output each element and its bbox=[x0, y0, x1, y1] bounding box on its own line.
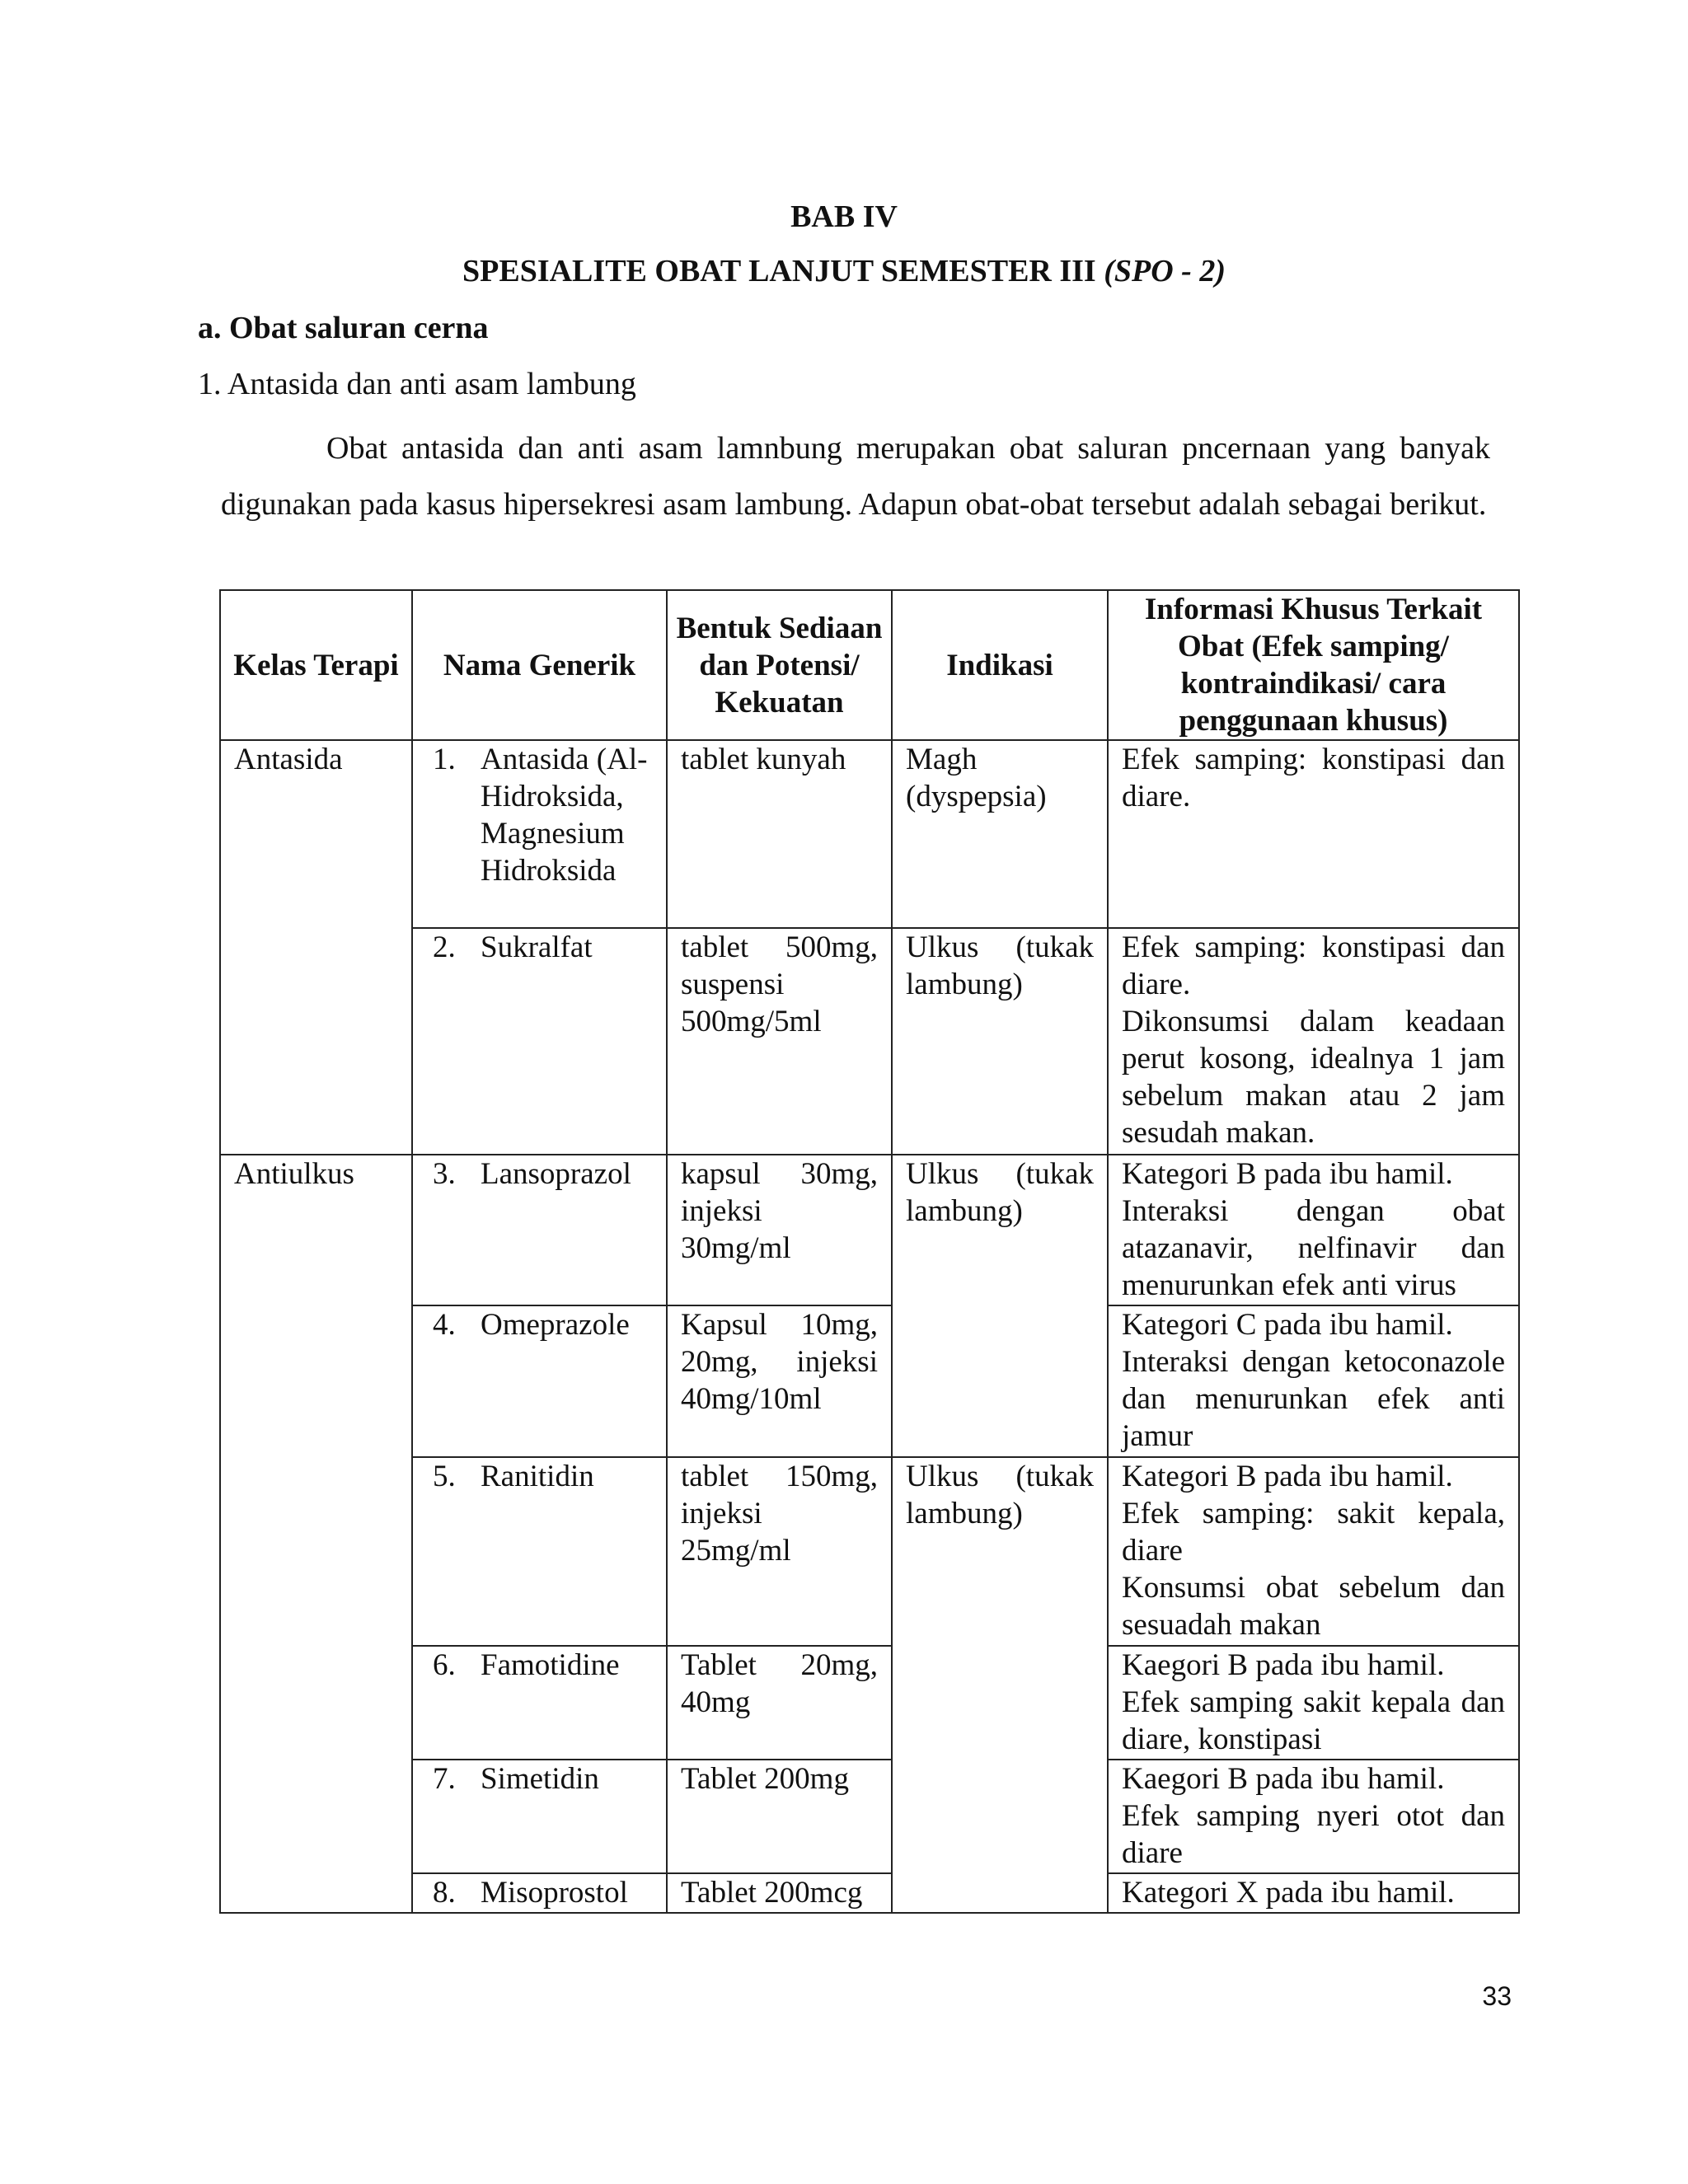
row-number: 6. bbox=[433, 1648, 456, 1682]
section-title: a. Obat saluran cerna bbox=[198, 311, 489, 345]
form-cell: Tablet 200mcg bbox=[667, 1873, 892, 1913]
header-indikasi: Indikasi bbox=[892, 590, 1108, 740]
row-number: 1. bbox=[433, 743, 456, 776]
header-bentuk-sediaan: Bentuk Sediaan dan Potensi/ Kekuatan bbox=[667, 590, 892, 740]
subsection-title: 1. Antasida dan anti asam lambung bbox=[198, 367, 636, 401]
info-cell: Kategori B pada ibu hamil. Efek samping: sakit kepala, diare Konsumsi obat sebelum dan sesuadah makan bbox=[1108, 1457, 1519, 1646]
indication-cell: Ulkus (tukak lambung) bbox=[892, 1155, 1108, 1457]
row-number: 3. bbox=[433, 1157, 456, 1191]
info-cell: Efek samping: konstipasi dan diare. bbox=[1108, 740, 1519, 928]
indication-cell: Magh (dyspepsia) bbox=[892, 740, 1108, 928]
generic-cell bbox=[412, 1760, 667, 1873]
chapter-title-main: SPESIALITE OBAT LANJUT SEMESTER III bbox=[462, 254, 1096, 288]
table-row bbox=[220, 740, 1519, 928]
row-number: 4. bbox=[433, 1308, 456, 1342]
table-row bbox=[220, 928, 1519, 1155]
generic-cell bbox=[412, 928, 667, 1155]
info-cell: Kaegori B pada ibu hamil. Efek samping sakit kepala dan diare, konstipasi bbox=[1108, 1646, 1519, 1760]
generic-name: Omeprazole bbox=[481, 1308, 630, 1342]
intro-paragraph: Obat antasida dan anti asam lamnbung merupakan obat saluran pncernaan yang banyak digunakan pada kasus hipersekresi asam lambung. Adapun obat-obat tersebut adalah sebagai berikut. bbox=[221, 431, 1490, 522]
generic-name: Antasida (Al-Hidroksida, Magnesium Hidroksida bbox=[481, 743, 648, 888]
row-number: 8. bbox=[433, 1876, 456, 1910]
form-cell: kapsul 30mg, injeksi 30mg/ml bbox=[667, 1155, 892, 1305]
header-informasi-khusus: Informasi Khusus Terkait Obat (Efek samping/ kontraindikasi/ cara penggunaan khusus) bbox=[1108, 590, 1519, 740]
class-cell-antasida: Antasida bbox=[220, 740, 412, 1155]
info-cell: Kategori C pada ibu hamil. Interaksi dengan ketoconazole dan menurunkan efek anti jamur bbox=[1108, 1305, 1519, 1457]
info-cell: Kategori X pada ibu hamil. bbox=[1108, 1873, 1519, 1913]
form-cell: tablet kunyah bbox=[667, 740, 892, 928]
generic-name: Simetidin bbox=[481, 1762, 599, 1796]
chapter-title bbox=[0, 252, 1688, 290]
table-row bbox=[220, 1760, 1519, 1873]
indication-cell: Ulkus (tukak lambung) bbox=[892, 928, 1108, 1155]
page-number: 33 bbox=[1482, 1981, 1512, 2011]
table-row bbox=[220, 1646, 1519, 1760]
generic-cell bbox=[412, 1155, 667, 1305]
header-kelas-terapi: Kelas Terapi bbox=[220, 590, 412, 740]
table-row bbox=[220, 1305, 1519, 1457]
row-number: 5. bbox=[433, 1460, 456, 1493]
indication-cell: Ulkus (tukak lambung) bbox=[892, 1457, 1108, 1913]
form-cell: Kapsul 10mg, 20mg, injeksi 40mg/10ml bbox=[667, 1305, 892, 1457]
generic-cell bbox=[412, 1646, 667, 1760]
table-header-row bbox=[220, 590, 1519, 740]
generic-cell bbox=[412, 1305, 667, 1457]
generic-name: Misoprostol bbox=[481, 1876, 628, 1910]
drug-table bbox=[219, 589, 1520, 1914]
generic-name: Ranitidin bbox=[481, 1460, 594, 1493]
chapter-number: BAB IV bbox=[790, 199, 898, 234]
generic-name: Sukralfat bbox=[481, 930, 593, 964]
generic-cell bbox=[412, 1457, 667, 1646]
row-number: 2. bbox=[433, 930, 456, 964]
header-nama-generik: Nama Generik bbox=[412, 590, 667, 740]
table-row bbox=[220, 1155, 1519, 1305]
info-cell: Kategori B pada ibu hamil. Interaksi dengan obat atazanavir, nelfinavir dan menurunkan efek anti virus bbox=[1108, 1155, 1519, 1305]
info-cell: Efek samping: konstipasi dan diare. Dikonsumsi dalam keadaan perut kosong, idealnya 1 jam sebelum makan atau 2 jam sesudah makan. bbox=[1108, 928, 1519, 1155]
chapter-title-code: (SPO - 2) bbox=[1104, 254, 1226, 288]
generic-cell bbox=[412, 740, 667, 928]
form-cell: Tablet 20mg, 40mg bbox=[667, 1646, 892, 1760]
form-cell: Tablet 200mg bbox=[667, 1760, 892, 1873]
form-cell: tablet 150mg, injeksi 25mg/ml bbox=[667, 1457, 892, 1646]
class-cell-antiulkus: Antiulkus bbox=[220, 1155, 412, 1913]
table-row bbox=[220, 1873, 1519, 1913]
row-number: 7. bbox=[433, 1762, 456, 1796]
table-row bbox=[220, 1457, 1519, 1646]
info-cell: Kaegori B pada ibu hamil. Efek samping nyeri otot dan diare bbox=[1108, 1760, 1519, 1873]
generic-cell bbox=[412, 1873, 667, 1913]
generic-name: Lansoprazol bbox=[481, 1157, 631, 1191]
generic-name: Famotidine bbox=[481, 1648, 620, 1682]
form-cell: tablet 500mg, suspensi 500mg/5ml bbox=[667, 928, 892, 1155]
